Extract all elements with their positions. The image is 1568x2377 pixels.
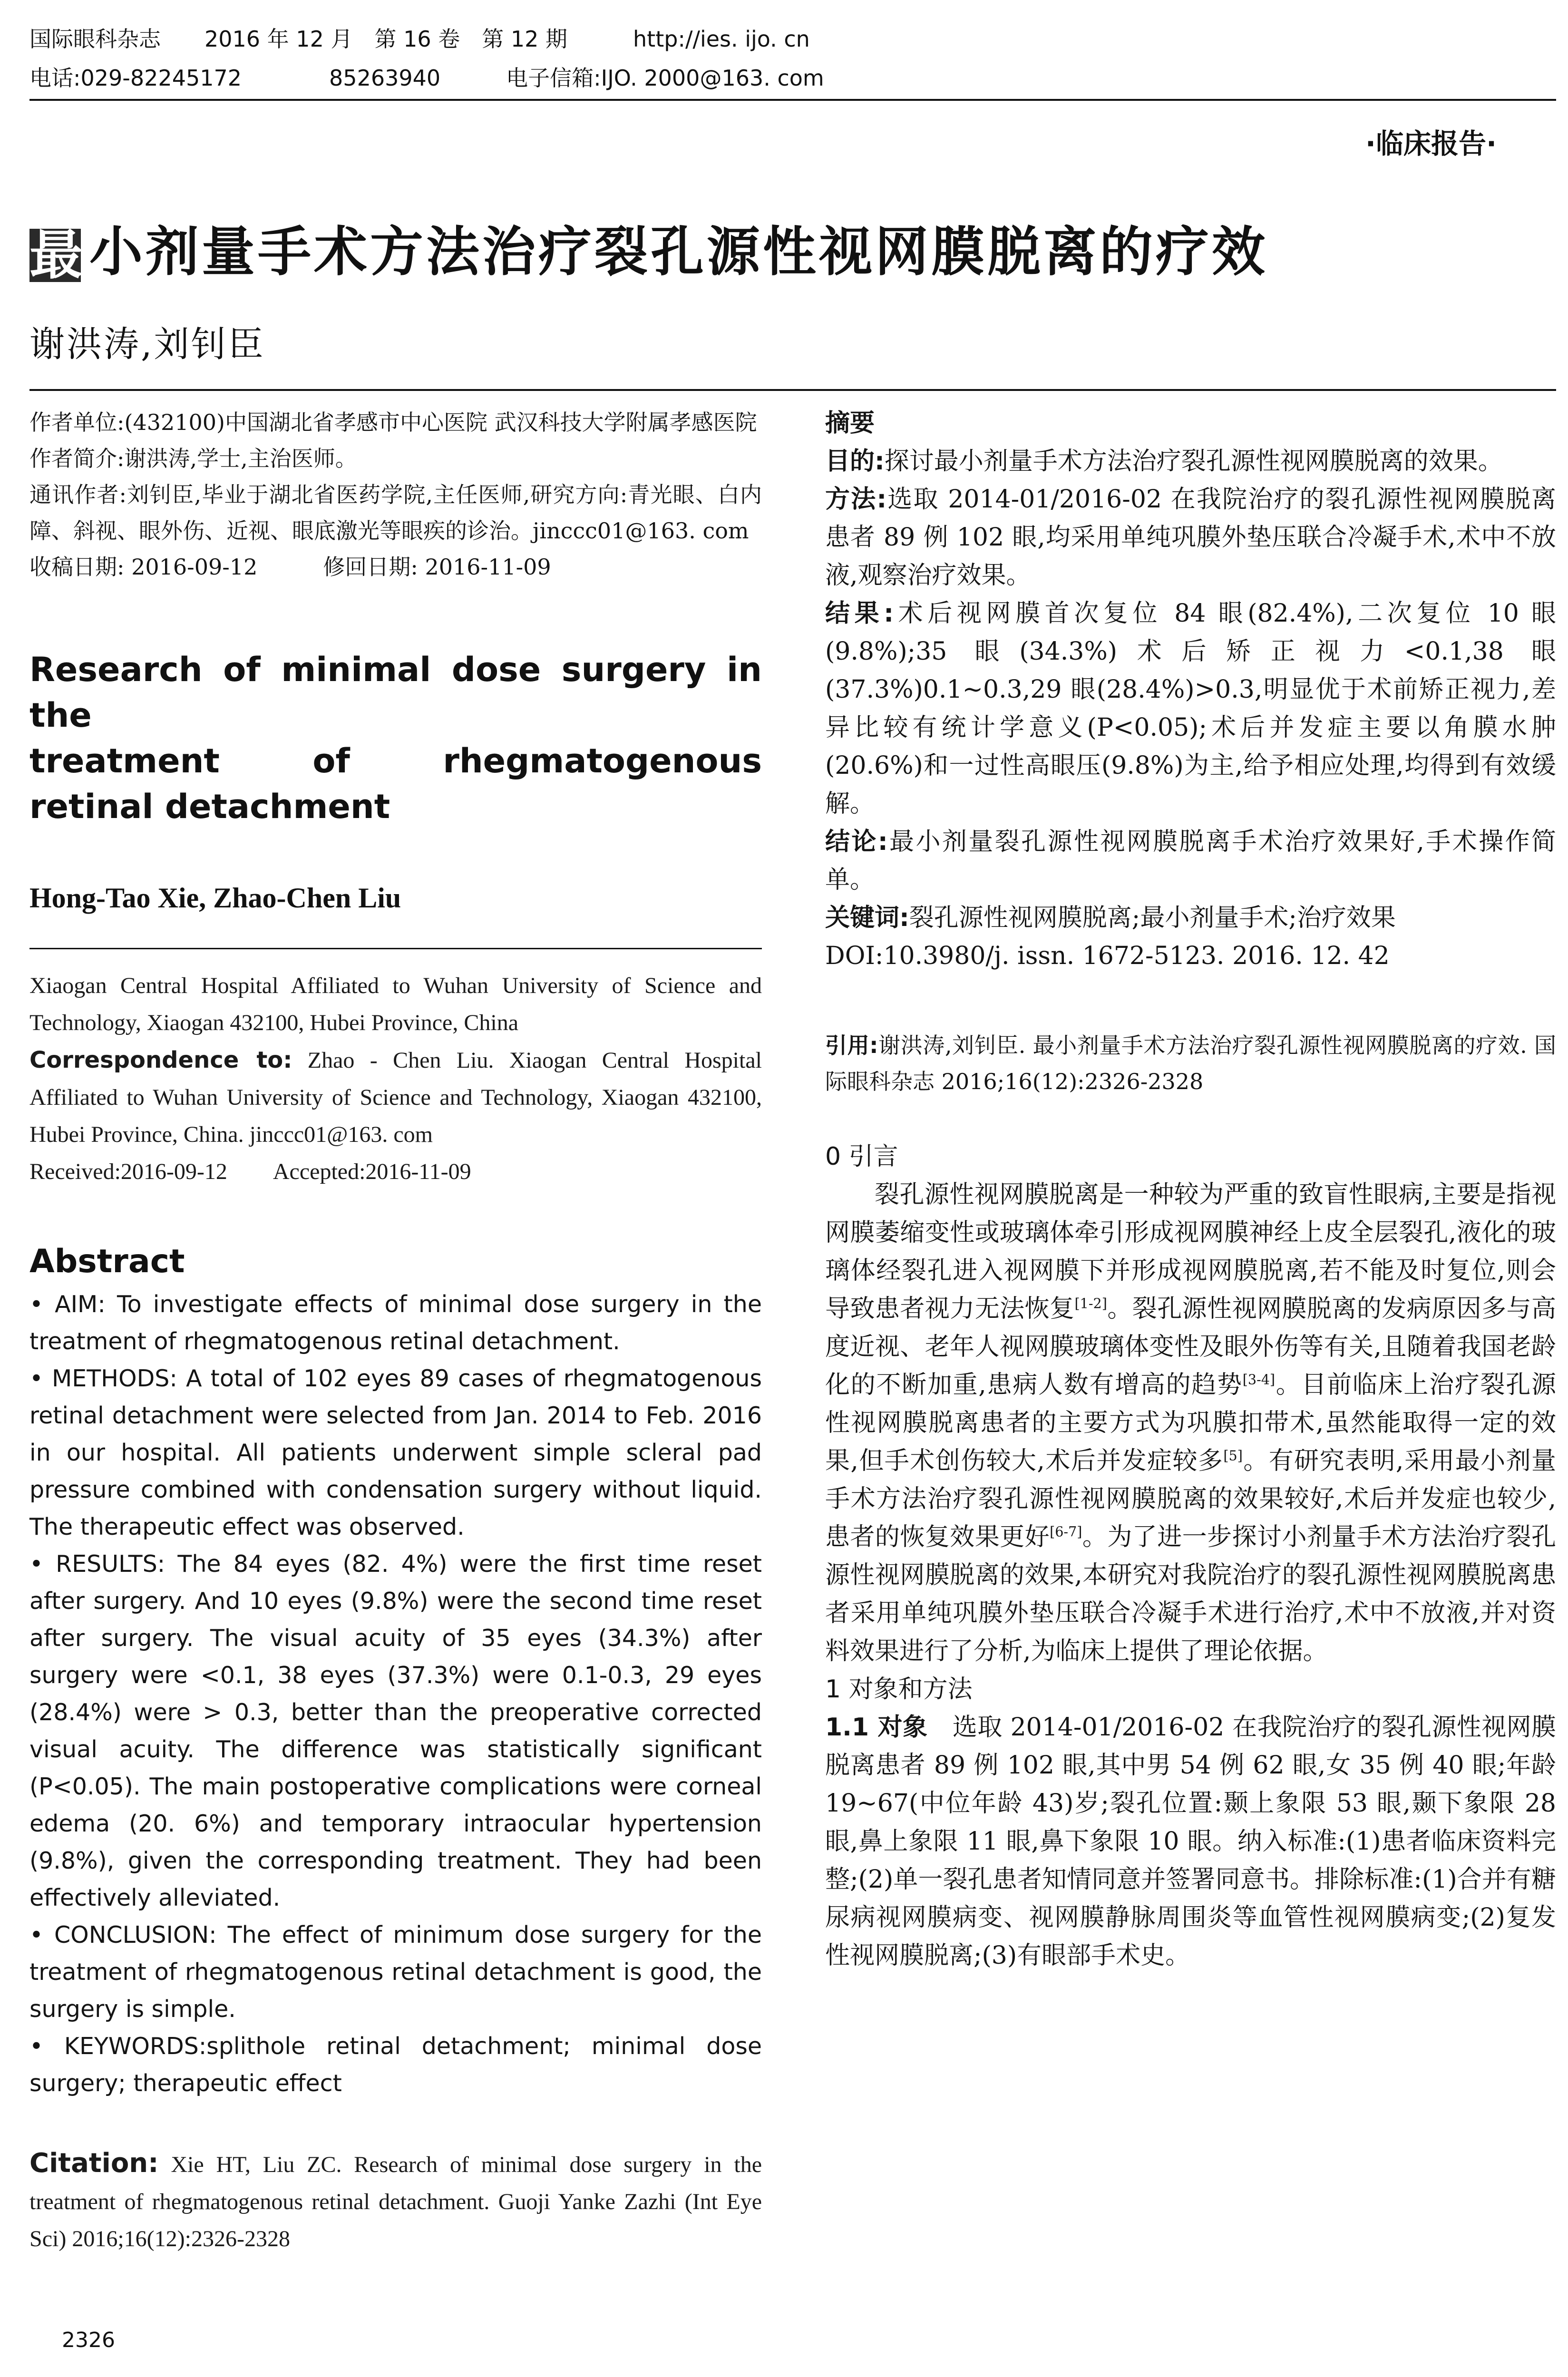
abstract-keywords-en: • KEYWORDS:splithole retinal detachment; minimal dose surgery; therapeutic effect	[29, 2033, 762, 2097]
cite-text-cn: 谢洪涛,刘钊臣. 最小剂量手术方法治疗裂孔源性视网膜脱离的疗效. 国际眼科杂志 2016;16(12):2326-2328	[825, 1033, 1556, 1094]
corresponding-author-cn: 通讯作者:刘钊臣,毕业于湖北省医药学院,主任医师,研究方向:青光眼、白内障、斜视、眼外伤、近视、眼底激光等眼疾的诊治。jinccc01@163. com	[29, 482, 762, 544]
intro-text-a: 裂孔源性视网膜脱离是一种较为严重的致盲性眼病,主要是指视网膜萎缩变性或玻璃体牵引形成视网膜神经上皮全层裂孔,液化的玻璃体经裂孔进入视网膜下并形成视网膜脱离,若不能及时复位,则会导致患者视力无法恢复	[825, 1180, 1556, 1323]
aim-text-cn: 探讨最小剂量手术方法治疗裂孔源性视网膜脱离的效果。	[884, 447, 1503, 476]
intro-paragraph	[825, 1176, 1556, 1670]
title-rule	[29, 389, 1556, 391]
abstract-aim-en: • AIM: To investigate effects of minimal dose surgery in the treatment of rhegmatogenous retinal detachment.	[29, 1291, 762, 1355]
abstract-conclusion-en: • CONCLUSION: The effect of minimum dose surgery for the treatment of rhegmatogenous retinal detachment is good, the surgery is simple.	[29, 1921, 762, 2023]
article-title-en	[29, 647, 762, 829]
results-label-cn: 结果:	[825, 599, 894, 628]
ref-5: [5]	[1223, 1447, 1243, 1464]
authors-cn: 谢洪涛,刘钊臣	[29, 324, 265, 365]
correspondence-text: Zhao - Chen Liu. Xiaogan Central Hospital Affiliated to Wuhan University of Science and Technology, Xiaogan 432100, Hubei Province, China. jinccc01@163. com	[29, 1048, 762, 1147]
abstract-aim-cn	[825, 442, 1556, 480]
citation-label: Citation:	[29, 2148, 159, 2179]
abstract-methods-cn	[825, 480, 1556, 594]
left-column	[29, 404, 762, 2258]
title-en-line3: retinal detachment	[29, 787, 390, 826]
title-text: 小剂量手术方法治疗裂孔源性视网膜脱离的疗效	[89, 221, 1268, 283]
methods-text-cn: 选取 2014-01/2016-02 在我院治疗的裂孔源性视网膜脱离患者 89 例 102 眼,均采用单纯巩膜外垫压联合冷凝手术,术中不放液,观察治疗效果。	[825, 485, 1557, 590]
citation-en	[29, 2145, 762, 2258]
conclusion-text-cn: 最小剂量裂孔源性视网膜脱离手术治疗效果好,手术操作简单。	[825, 828, 1557, 894]
intro-text-d: 。有研究表明,采用最小剂量手术方法治疗裂孔源性视网膜脱离的效果较好,术后并发症也较少,患者的恢复效果更好	[825, 1447, 1557, 1551]
results-text-cn: 术后视网膜首次复位 84 眼(82.4%),二次复位 10 眼(9.8%);35 眼(34.3%)术后矫正视力<0.1,38 眼(37.3%)0.1~0.3,29 眼(28.4%)>0.3,明显优于术前矫正视力,差异比较有统计学意义(P<0.05);术后并发症主要以角膜水肿(20.6%)和一过性高眼压(9.8%)为主,给予相应处理,均得到有效缓解。	[825, 599, 1557, 818]
intro-heading: 0 引言	[825, 1142, 898, 1171]
title-en-line1: Research of minimal dose surgery in the	[29, 650, 762, 735]
received-accepted-en: Received:2016-09-12 Accepted:2016-11-09	[29, 1159, 471, 1184]
methods-label-cn: 方法:	[825, 485, 887, 514]
correspondence-en	[29, 1042, 762, 1153]
keywords-text-cn: 裂孔源性视网膜脱离;最小剂量手术;治疗效果	[909, 904, 1396, 932]
journal-header-line2: 电话:029-82245172 85263940 电子信箱:IJO. 2000@163. com	[29, 65, 824, 91]
abstract-heading-en: Abstract	[29, 1243, 185, 1280]
ref-3-4: [3-4]	[1242, 1371, 1276, 1388]
authors-rule	[29, 948, 762, 949]
ref-6-7: [6-7]	[1050, 1523, 1082, 1540]
right-column	[825, 404, 1556, 1975]
journal-header-line1: 国际眼科杂志 2016 年 12 月 第 16 卷 第 12 期 http://ies. ijo. cn	[29, 26, 810, 52]
keywords-label-cn: 关键词:	[825, 904, 909, 932]
abstract-en	[29, 1286, 762, 2102]
dates-cn: 收稿日期: 2016-09-12 修回日期: 2016-11-09	[29, 554, 551, 580]
subjects-text: 选取 2014-01/2016-02 在我院治疗的裂孔源性视网膜脱离患者 89 例 102 眼,其中男 54 例 62 眼,女 35 例 40 眼;年龄 19~67(中位年龄 43)岁;裂孔位置:颞上象限 53 眼,颞下象限 28 眼,鼻上象限 11 眼,鼻下象限 10 眼。纳入标准:(1)患者临床资料完整;(2)单一裂孔患者知情同意并签署同意书。排除标准:(1)合并有糖尿病视网膜病变、视网膜静脉周围炎等血管性视网膜病变;(2)复发性视网膜脱离;(3)有眼部手术史。	[825, 1713, 1556, 1970]
correspondence-label: Correspondence to:	[29, 1047, 292, 1073]
ref-1-2: [1-2]	[1074, 1295, 1107, 1312]
author-bio-cn: 作者简介:谢洪涛,学士,主治医师。	[29, 446, 357, 471]
abstract-keywords-cn	[825, 899, 1556, 937]
authors-en: Hong-Tao Xie, Zhao-Chen Liu	[29, 882, 401, 914]
methods-heading: 1 对象和方法	[825, 1675, 973, 1704]
affiliation-en: Xiaogan Central Hospital Affiliated to Wuhan University of Science and Technology, Xiaogan 432100, Hubei Province, China	[29, 973, 762, 1035]
abstract-methods-en: • METHODS: A total of 102 eyes 89 cases of rhegmatogenous retinal detachment were selected from Jan. 2014 to Feb. 2016 in our hospital. All patients underwent simple scleral pad pressure combined with condensation surgery without liquid. The therapeutic effect was observed.	[29, 1365, 762, 1540]
page-number: 2326	[62, 2328, 115, 2352]
abstract-heading-cn: 摘要	[825, 409, 875, 438]
abstract-results-cn	[825, 594, 1556, 823]
methods-subjects	[825, 1708, 1556, 1975]
intro-text-c: 。目前临床上治疗裂孔源性视网膜脱离患者的主要方式为巩膜扣带术,虽然能取得一定的效果,但手术创伤较大,术后并发症较多	[825, 1371, 1556, 1475]
citation-cn	[825, 1027, 1556, 1100]
conclusion-label-cn: 结论:	[825, 828, 888, 856]
doi: DOI:10.3980/j. issn. 1672-5123. 2016. 12. 42	[825, 942, 1390, 970]
abstract-conclusion-cn	[825, 823, 1556, 899]
header-rule	[29, 99, 1556, 101]
subjects-label: 1.1 对象	[825, 1713, 928, 1742]
title-first-char: 最	[29, 224, 86, 287]
cite-label-cn: 引用:	[825, 1033, 878, 1058]
article-title-cn	[29, 209, 1268, 286]
abstract-results-en: • RESULTS: The 84 eyes (82. 4%) were the first time reset after surgery. And 10 eyes (9.8%) were the second time reset after surgery. The visual acuity of 35 eyes (34.3%) after surgery were <0.1, 38 eyes (37.3%) were 0.1-0.3, 29 eyes (28.4%) were > 0.3, better than the preoperative corrected visual acuity. The difference was statistically significant (P<0.05). The main postoperative complications were corneal edema (20. 6%) and temporary intraocular hypertension (9.8%), given the corresponding treatment. They had been effectively alleviated.	[29, 1550, 762, 1911]
intro-text-b: 。裂孔源性视网膜脱离的发病原因多与高度近视、老年人视网膜玻璃体变性及眼外伤等有关,且随着我国老龄化的不断加重,患病人数有增高的趋势	[825, 1295, 1556, 1399]
intro-text-e: 。为了进一步探讨小剂量手术方法治疗裂孔源性视网膜脱离的效果,本研究对我院治疗的裂孔源性视网膜脱离患者采用单纯巩膜外垫压联合冷凝手术进行治疗,术中不放液,并对资料效果进行了分析,为临床上提供了理论依据。	[825, 1523, 1556, 1666]
title-en-line2: treatment of rhegmatogenous	[29, 741, 762, 780]
affiliation-cn: 作者单位:(432100)中国湖北省孝感市中心医院 武汉科技大学附属孝感医院	[29, 409, 757, 435]
aim-label-cn: 目的:	[825, 447, 885, 476]
citation-text: Xie HT, Liu ZC. Research of minimal dose surgery in the treatment of rhegmatogenous retinal detachment. Guoji Yanke Zazhi (Int Eye Sci) 2016;16(12):2326-2328	[29, 2152, 762, 2251]
section-tag: ·临床报告·	[1365, 127, 1497, 160]
